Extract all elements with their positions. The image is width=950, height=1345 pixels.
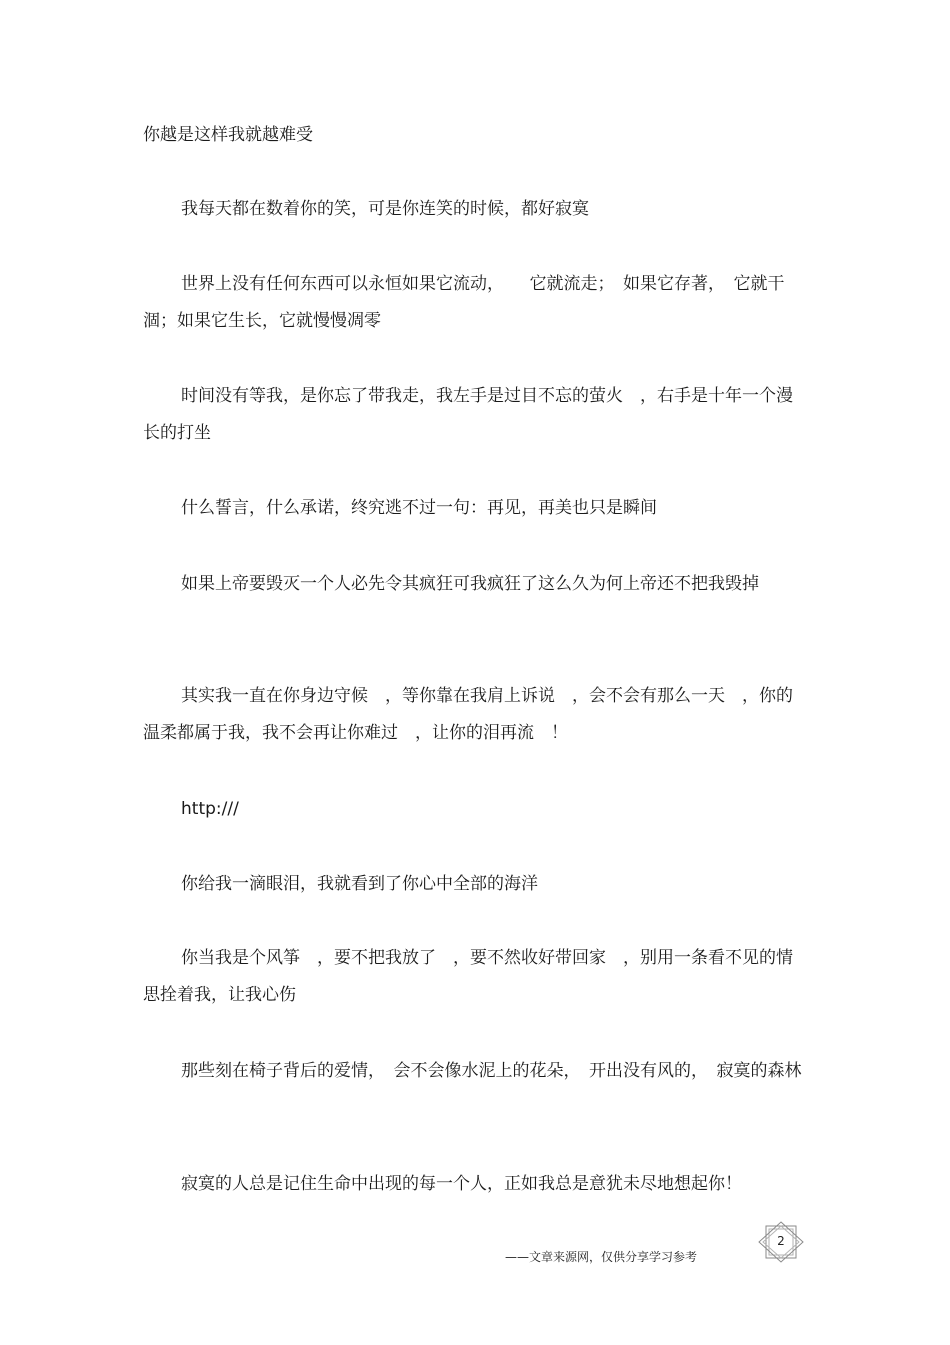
paragraph-3: 世界上没有任何东西可以永恒如果它流动， 它就流走； 如果它存著， 它就干涸；如果它生长，它就慢慢凋零 — [143, 274, 785, 331]
paragraph-2: 我每天都在数着你的笑，可是你连笑的时候，都好寂寞 — [181, 199, 589, 219]
paragraph-7: 其实我一直在你身边守候 ，等你靠在我肩上诉说 ，会不会有那么一天 ，你的温柔都属于我，我不会再让你难过 ，让你的泪再流 ！ — [143, 686, 793, 743]
paragraph-10: 那些刻在椅子背后的爱情， 会不会像水泥上的花朵， 开出没有风的， 寂寞的森林 — [181, 1061, 802, 1081]
page-number: 2 — [777, 1234, 785, 1248]
paragraph-5: 什么誓言，什么承诺，终究逃不过一句：再见，再美也只是瞬间 — [181, 498, 657, 518]
paragraph-1: 你越是这样我就越难受 — [143, 125, 313, 145]
paragraph-4: 时间没有等我，是你忘了带我走，我左手是过目不忘的萤火 ，右手是十年一个漫长的打坐 — [143, 386, 793, 443]
link-text: http:/// — [181, 799, 239, 819]
page-number-badge — [757, 1221, 805, 1263]
source-footer: ——文章来源网，仅供分享学习参考 — [505, 1250, 698, 1264]
paragraph-6: 如果上帝要毁灭一个人必先令其疯狂可我疯狂了这么久为何上帝还不把我毁掉 — [181, 574, 759, 594]
paragraph-11: 寂寞的人总是记住生命中出现的每一个人，正如我总是意犹未尽地想起你！ — [181, 1174, 742, 1194]
paragraph-8: 你给我一滴眼泪，我就看到了你心中全部的海洋 — [181, 874, 538, 894]
paragraph-9: 你当我是个风筝 ，要不把我放了 ，要不然收好带回家 ，别用一条看不见的情思拴着我，让我心伤 — [143, 948, 793, 1005]
